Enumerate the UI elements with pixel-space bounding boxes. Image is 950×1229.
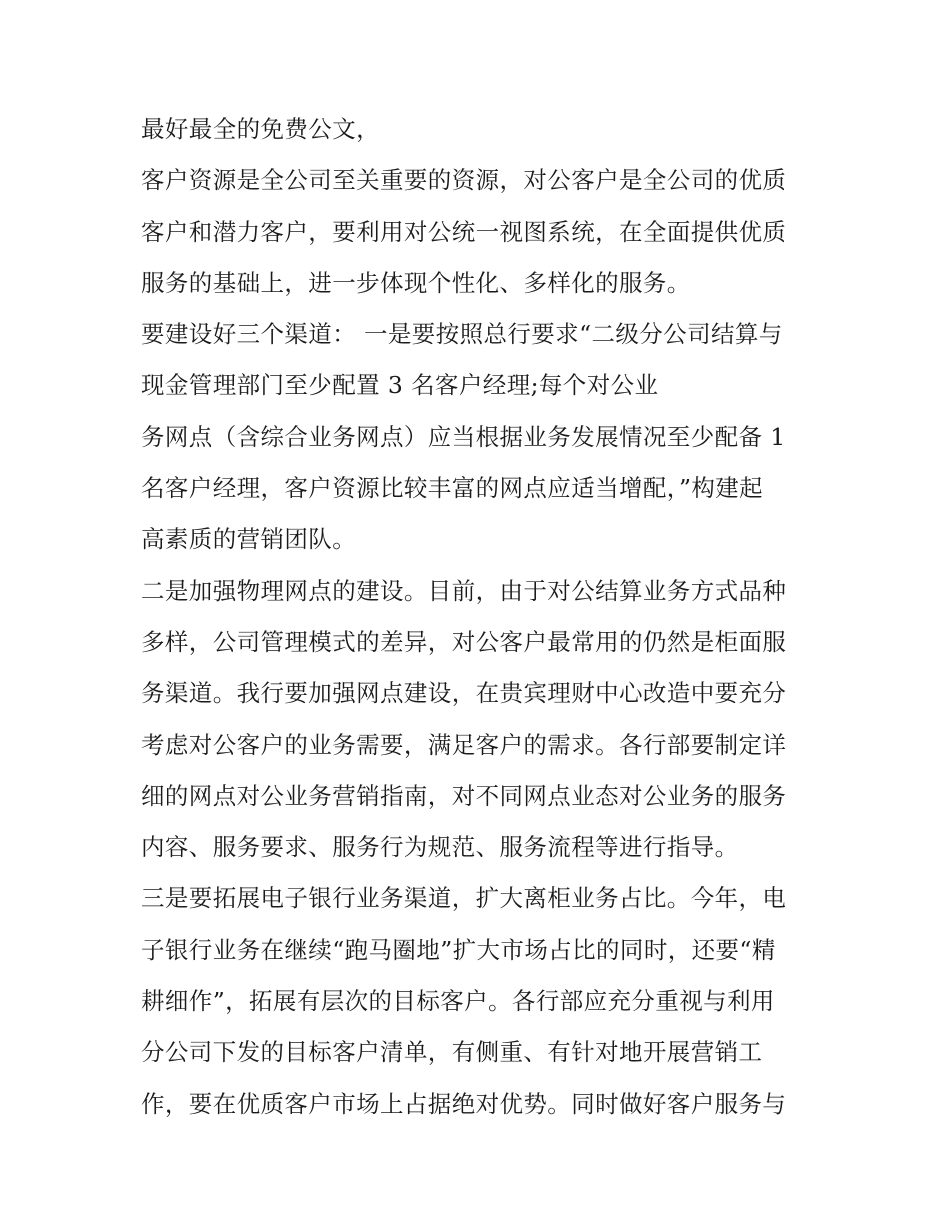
text-line: 考虑对公客户的业务需要，满足客户的需求。各行部要制定详 <box>141 730 787 759</box>
text-line: 耕细作”，拓展有层次的目标客户。各行部应充分重视与利用 <box>141 987 775 1016</box>
text-line: 务网点（含综合业务网点）应当根据业务发展情况至少配备 1 <box>141 422 786 451</box>
text-line: 多样，公司管理模式的差异，对公客户最常用的仍然是柜面服 <box>141 627 787 656</box>
text-line: 作，要在优质客户市场上占据绝对优势。同时做好客户服务与 <box>141 1089 787 1118</box>
text-line: 子银行业务在继续“跑马圈地”扩大市场占比的同时，还要“精 <box>141 935 776 964</box>
text-line: 高素质的营销团队。 <box>141 525 357 554</box>
text-line: 内容、服务要求、服务行为规范、服务流程等进行指导。 <box>141 833 739 862</box>
text-line: 客户资源是全公司至关重要的资源，对公客户是全公司的优质 <box>141 166 787 195</box>
text-line: 务渠道。我行要加强网点建设，在贵宾理财中心改造中要充分 <box>141 679 787 708</box>
text-line: 二是加强物理网点的建设。目前，由于对公结算业务方式品种 <box>141 576 787 605</box>
text-line: 服务的基础上，进一步体现个性化、多样化的服务。 <box>141 268 691 297</box>
text-line: 细的网点对公业务营销指南，对不同网点业态对公业务的服务 <box>141 781 787 810</box>
text-line: 名客户经理，客户资源比较丰富的网点应适当增配，”构建起 <box>141 474 764 503</box>
text-line: 最好最全的免费公文， <box>141 115 380 143</box>
text-line: 客户和潜力客户，要利用对公统一视图系统，在全面提供优质 <box>141 217 787 246</box>
text-line: 现金管理部门至少配置 3 名客户经理;每个对公业 <box>141 371 659 400</box>
text-line: 要建设好三个渠道： 一是要按照总行要求“二级分公司结算与 <box>141 320 783 349</box>
document-body <box>141 104 821 1130</box>
text-line: 分公司下发的目标客户清单，有侧重、有针对地开展营销工 <box>141 1038 763 1067</box>
text-line: 三是要拓展电子银行业务渠道，扩大离柜业务占比。今年，电 <box>141 884 787 913</box>
